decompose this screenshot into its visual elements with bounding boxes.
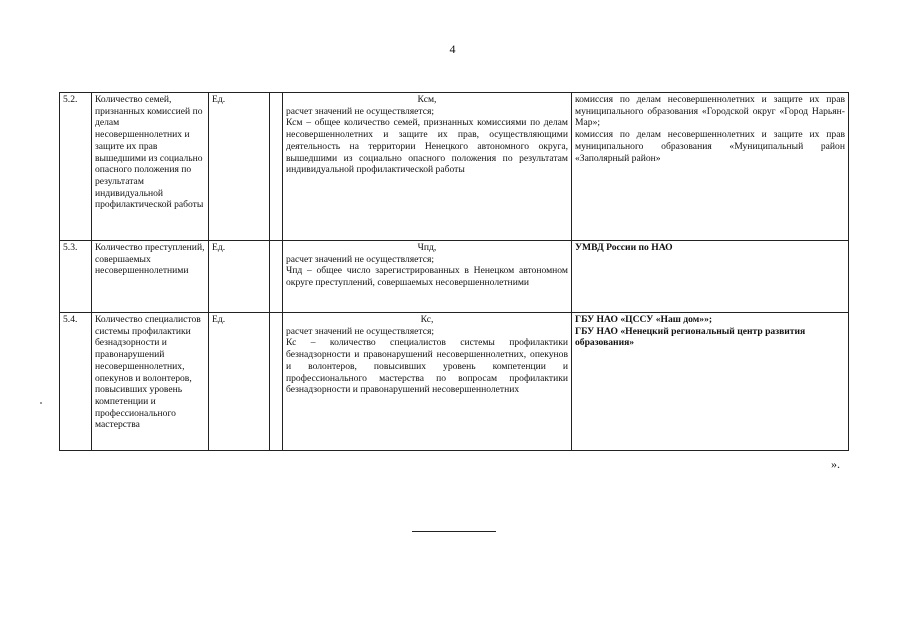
indicator-name: Количество семей, признанных комиссией по делам несовершеннолетних и защите их прав вышедшими из социально опасного положения по результатам индивидуальной профилактической работы [92,93,209,241]
formula-cell [283,93,572,241]
scan-speck [40,402,42,404]
responsible-text: комиссия по делам несовершеннолетних и защите их прав муниципального образования «Городской округ «Город Нарьян-Мар»; комиссия по делам несовершеннолетних и защите их прав муниципального образования «Муниципальный район «Заполярный район» [575,94,845,164]
responsible-text: УМВД России по НАО [575,242,673,253]
table-row [60,93,849,241]
responsible-text: ГБУ НАО «ЦССУ «Наш дом»»; ГБУ НАО «Ненецкий региональный центр развития образования» [575,314,806,349]
formula-note: расчет значений не осуществляется; [286,253,435,265]
formula-title: Кс, [420,314,434,325]
indicator-name: Количество специалистов системы профилактики безнадзорности и правонарушений несовершеннолетних, опекунов и волонтеров, повысивших уровень компетенции и профессионального мастерства [92,313,209,451]
empty-cell [270,313,283,451]
closing-quote: ». [831,457,840,471]
row-number: 5.2. [60,93,92,241]
unit-cell: Ед. [209,93,270,241]
table-row [60,313,849,451]
empty-cell [270,93,283,241]
formula-note: расчет значений не осуществляется; [286,325,435,337]
unit-cell: Ед. [209,313,270,451]
table-row [60,241,849,313]
formula-description: Ксм – общее количество семей, признанных комиссиями по делам несовершеннолетних и защите их прав, осуществляющими деятельность на территории Ненецкого автономного округа, вышедшими из социально опасного положения по результатам индивидуальной профилактической работы [286,117,568,176]
responsible-cell [572,93,849,241]
formula-title: Ксм, [417,94,437,105]
formula-description: Чпд – общее число зарегистрированных в Ненецком автономном округе преступлений, совершаемых несовершеннолетними [286,265,568,289]
row-number: 5.3. [60,241,92,313]
formula-title: Чпд, [417,242,437,253]
responsible-cell [572,241,849,313]
formula-description: Кс – количество специалистов системы профилактики безнадзорности и правонарушений несовершеннолетних, опекунов и волонтеров, повысивших уровень компетенции и профессионального мастерства по вопросам профилактики безнадзорности и правонарушений несовершеннолетних [286,337,568,396]
page-number: 4 [449,42,456,56]
empty-cell [270,241,283,313]
unit-cell: Ед. [209,241,270,313]
separator-line [412,531,496,532]
responsible-cell [572,313,849,451]
formula-note: расчет значений не осуществляется; [286,105,435,117]
indicator-table [59,92,849,451]
formula-cell [283,241,572,313]
indicator-name: Количество преступлений, совершаемых несовершеннолетними [92,241,209,313]
row-number: 5.4. [60,313,92,451]
formula-cell [283,313,572,451]
